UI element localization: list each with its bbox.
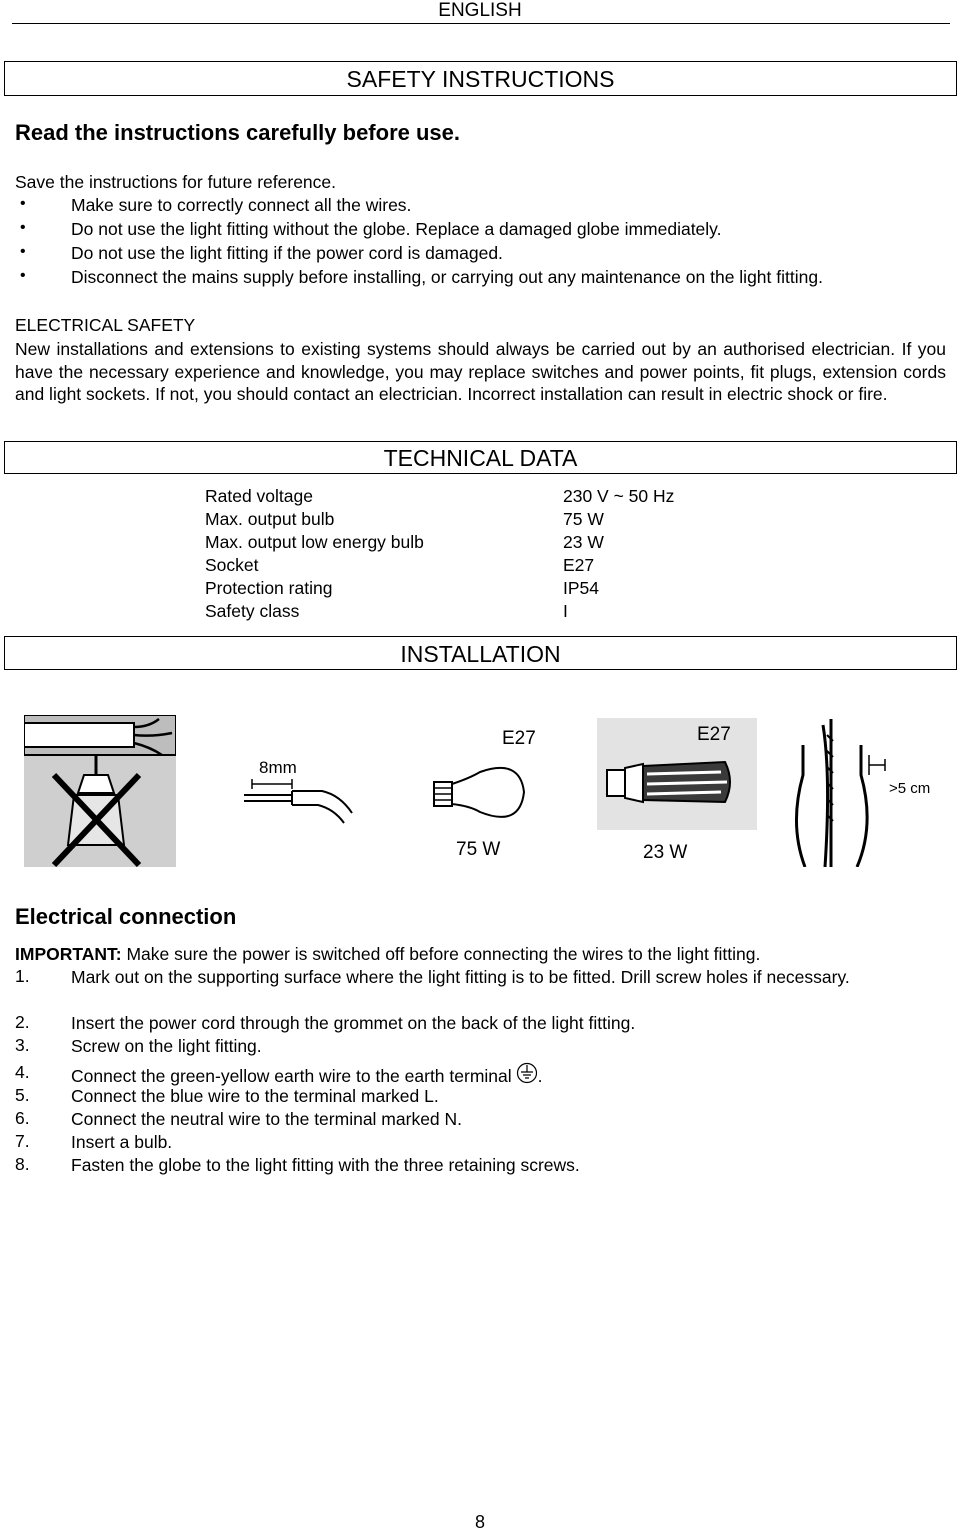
save-note: Save the instructions for future reference. xyxy=(15,172,336,192)
bullet-dot: • xyxy=(20,195,26,212)
step-number: 1. xyxy=(15,966,30,986)
incandescent-bulb-illustration xyxy=(420,720,550,865)
step-suffix: . xyxy=(537,1066,543,1086)
spec-label: Max. output bulb xyxy=(205,509,335,529)
electrical-safety-text: New installations and extensions to existing systems should always be carried out by an authorised electrician. If you have the necessary experience and knowledge, you may replace switches and power points, fit plugs, extension cords and light sockets. If not, you should contact an electrician. Incorrect installation can result in electric shock or fire. xyxy=(15,339,946,404)
spec-value: 230 V ~ 50 Hz xyxy=(563,486,675,506)
bullet-dot: • xyxy=(20,219,26,236)
step-number: 6. xyxy=(15,1108,30,1128)
spec-label: Socket xyxy=(205,555,259,575)
header-rule xyxy=(12,23,950,24)
spec-label: Safety class xyxy=(205,601,300,621)
safety-title: SAFETY INSTRUCTIONS xyxy=(346,66,615,92)
step-text: Mark out on the supporting surface where the light fitting is to be fitted. Drill screw holes if necessary. xyxy=(71,967,850,987)
step-text: Fasten the globe to the light fitting with the three retaining screws. xyxy=(71,1155,580,1175)
spec-label: Protection rating xyxy=(205,578,333,598)
technical-title: TECHNICAL DATA xyxy=(383,445,578,471)
spec-label: Max. output low energy bulb xyxy=(205,532,424,552)
spec-label: Rated voltage xyxy=(205,486,313,506)
bullet-dot: • xyxy=(20,243,26,260)
installation-title-box xyxy=(4,636,957,670)
step-number: 8. xyxy=(15,1154,30,1174)
electrical-connection-heading: Electrical connection xyxy=(15,904,237,929)
wire-strip-illustration xyxy=(240,755,360,830)
step-number: 5. xyxy=(15,1085,30,1105)
step-text: Connect the blue wire to the terminal marked L. xyxy=(71,1086,439,1106)
no-hanging-by-cable-illustration xyxy=(24,715,176,867)
language-header: ENGLISH xyxy=(438,0,522,21)
energy-saving-bulb-illustration xyxy=(597,718,757,868)
spec-value: IP54 xyxy=(563,578,599,598)
important-notice xyxy=(15,943,760,966)
wire-separation-illustration xyxy=(785,715,935,867)
important-text: Make sure the power is switched off before connecting the wires to the light fitting. xyxy=(121,944,761,964)
safety-title-box xyxy=(4,61,957,96)
step-text: Connect the neutral wire to the terminal marked N. xyxy=(71,1109,463,1129)
step-number: 7. xyxy=(15,1131,30,1151)
technical-data-table xyxy=(0,486,960,626)
earth-ground-icon xyxy=(516,1062,538,1084)
step-number: 4. xyxy=(15,1062,30,1082)
step-text: Connect the green-yellow earth wire to the earth terminal xyxy=(71,1066,512,1086)
step-text: Insert a bulb. xyxy=(71,1132,173,1152)
bullet-dot: • xyxy=(20,267,26,284)
step-number: 3. xyxy=(15,1035,30,1055)
safety-bullet: Do not use the light fitting if the power cord is damaged. xyxy=(71,243,503,263)
step-number: 2. xyxy=(15,1012,30,1032)
step-text: Screw on the light fitting. xyxy=(71,1036,262,1056)
spec-value: E27 xyxy=(563,555,595,575)
cfl-power-label: 23 W xyxy=(643,842,688,863)
safety-bullet: Do not use the light fitting without the globe. Replace a damaged globe immediately. xyxy=(71,219,722,239)
strip-length-label: 8mm xyxy=(259,758,297,777)
safety-bullet-list xyxy=(0,195,960,295)
cfl-socket-label: E27 xyxy=(697,724,731,745)
important-label: IMPORTANT: xyxy=(15,944,122,964)
spec-value: 75 W xyxy=(563,509,604,529)
spec-value: I xyxy=(563,601,568,621)
connection-steps xyxy=(0,966,960,1196)
spec-value: 23 W xyxy=(563,532,604,552)
technical-title-box xyxy=(4,441,957,474)
page-number: 8 xyxy=(474,1512,485,1532)
wire-distance-label: >5 cm xyxy=(889,780,931,797)
safety-bullet: Disconnect the mains supply before installing, or carrying out any maintenance on the light fitting. xyxy=(71,267,823,287)
read-instructions-heading: Read the instructions carefully before use. xyxy=(15,120,461,145)
bulb-socket-label: E27 xyxy=(502,728,536,749)
step-text: Insert the power cord through the grommet on the back of the light fitting. xyxy=(71,1013,636,1033)
installation-title: INSTALLATION xyxy=(400,641,561,667)
electrical-safety-heading: ELECTRICAL SAFETY xyxy=(15,315,196,335)
safety-bullet: Make sure to correctly connect all the wires. xyxy=(71,195,412,215)
bulb-power-label: 75 W xyxy=(456,839,501,860)
